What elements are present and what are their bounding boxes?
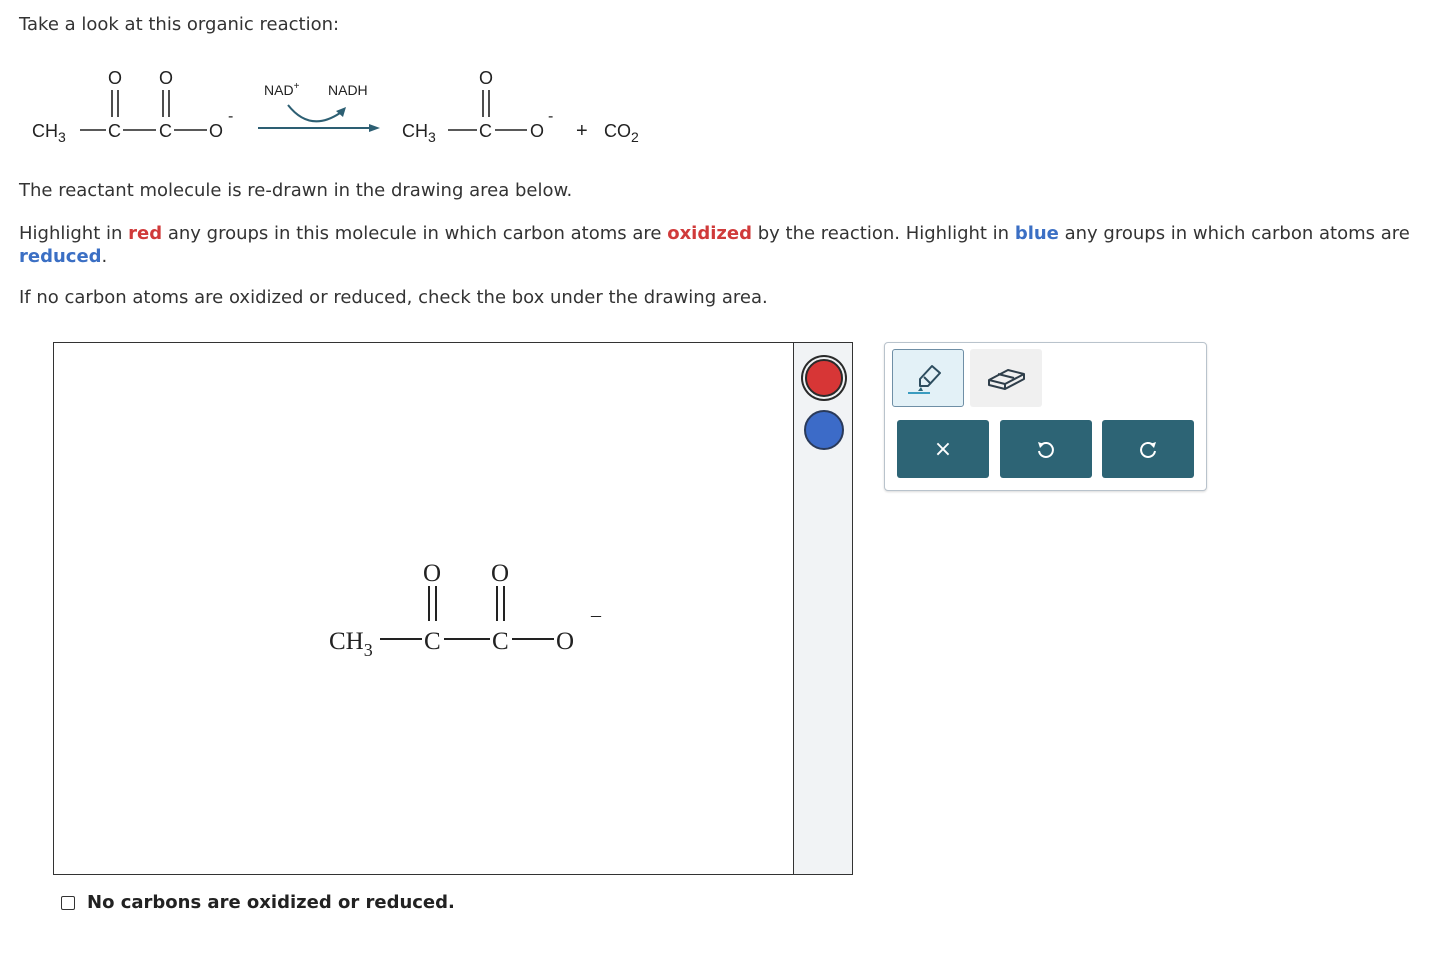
reaction-arrow — [258, 81, 380, 132]
no-carbons-label[interactable]: No carbons are oxidized or reduced. — [87, 892, 455, 913]
undo-button[interactable] — [1000, 420, 1092, 478]
reactant-o-top2: O — [159, 68, 174, 88]
color-palette — [793, 342, 853, 875]
redo-icon — [1136, 437, 1160, 461]
redo-button[interactable] — [1102, 420, 1194, 478]
instruction-redrawn: The reactant molecule is re-drawn in the drawing area below. — [19, 180, 573, 201]
word-reduced: reduced — [19, 246, 102, 267]
product-plus: + — [576, 120, 588, 142]
product-o-top: O — [479, 68, 494, 88]
reaction-scheme — [0, 55, 700, 165]
reactant-c2: C — [159, 121, 172, 141]
close-icon: × — [933, 436, 953, 462]
reactant-ch3: $CH_3$ — [32, 121, 66, 145]
word-red: red — [128, 223, 163, 244]
drawing-charge: – — [591, 604, 601, 626]
product-ch3: $CH_3$ — [402, 121, 436, 145]
product-o-single: O — [530, 121, 545, 141]
clear-button[interactable] — [897, 420, 989, 478]
instruction-checkbox: If no carbon atoms are oxidized or reduced, check the box under the drawing area. — [19, 287, 768, 308]
drawing-ch3: $CH_3$ — [329, 628, 373, 660]
drawing-c1: C — [424, 628, 441, 655]
molecule-drawing[interactable] — [54, 343, 793, 874]
eraser-tool[interactable] — [970, 349, 1042, 407]
instruction-highlight: Highlight in red any groups in this molecule in which carbon atoms are oxidized by the reaction. Highlight in blue any groups in which carbon atoms are reduced. — [19, 223, 1410, 267]
word-blue: blue — [1014, 223, 1059, 244]
no-carbons-checkbox[interactable] — [61, 896, 75, 910]
reactant-o-single: O — [209, 121, 224, 141]
drawing-o-top1: O — [423, 560, 442, 587]
drawing-o-single: O — [556, 628, 575, 655]
undo-icon — [1034, 437, 1058, 461]
tool-panel — [884, 342, 1207, 491]
drawing-o-top2: O — [491, 560, 510, 587]
blue-swatch[interactable] — [804, 410, 844, 450]
reactant-c1: C — [108, 121, 121, 141]
reactant-charge: - — [228, 108, 234, 125]
cofactor-out: NADH — [328, 82, 368, 98]
product-charge: - — [548, 108, 554, 125]
eraser-icon — [980, 360, 1032, 396]
no-carbons-option[interactable] — [61, 892, 455, 913]
drawing-c2: C — [492, 628, 509, 655]
highlight-tool[interactable] — [892, 349, 964, 407]
highlighter-icon — [902, 360, 954, 396]
word-oxidized: oxidized — [667, 223, 752, 244]
red-swatch[interactable] — [805, 359, 843, 397]
intro-text: Take a look at this organic reaction: — [19, 14, 340, 35]
product-c: C — [479, 121, 492, 141]
drawing-canvas[interactable] — [53, 342, 793, 875]
cofactor-in: NAD+ — [264, 81, 300, 98]
product-co2: $CO_2$ — [604, 121, 639, 145]
reactant-o-top1: O — [108, 68, 123, 88]
